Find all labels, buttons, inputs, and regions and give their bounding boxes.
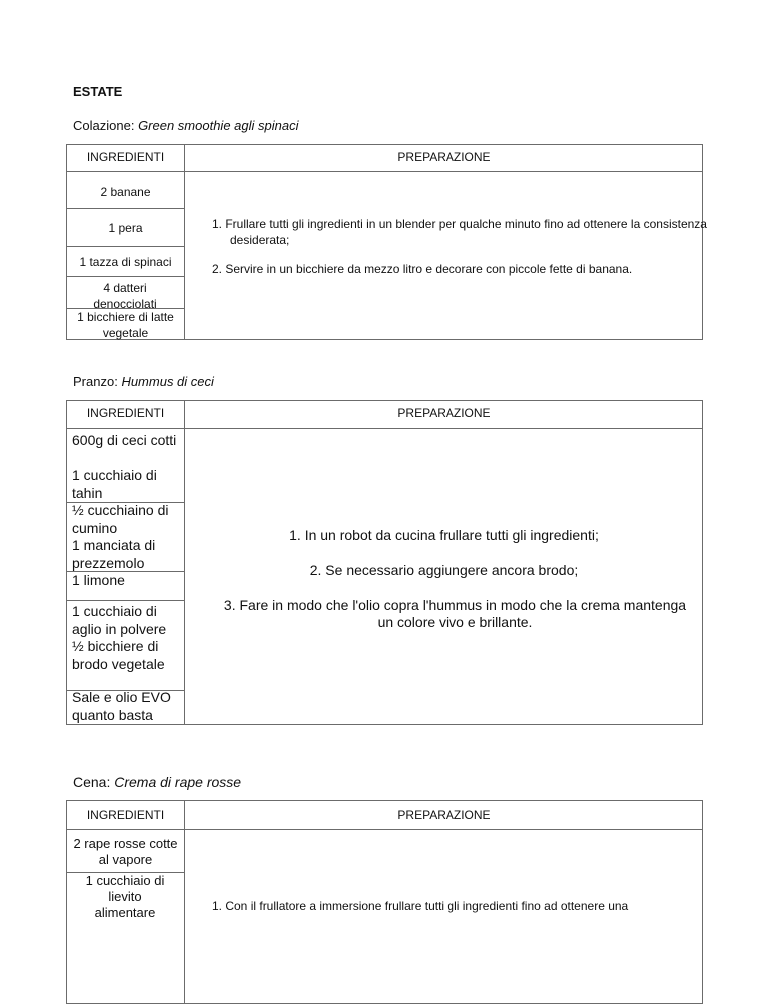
preparation-step: 1. In un robot da cucina frullare tutti gli ingredienti; [289,527,599,543]
ingredient-item: 1 cucchiaio di aglio in polvere [72,603,167,637]
ingredient-item: 1 cucchiaio di lievito alimentare [85,873,165,920]
ingredient-item: ½ cucchiaino di cumino [72,502,169,536]
dish-name: Green smoothie agli spinaci [138,118,299,133]
preparation-header: PREPARAZIONE [397,406,491,420]
ingredients-header: INGREDIENTI [86,150,165,164]
dish-name: Hummus di ceci [121,374,214,389]
ingredient-item: 1 manciata di prezzemolo [72,537,156,571]
meal-label: Pranzo: [73,374,118,389]
preparation-step: 3. Fare in modo che l'olio copra l'hummus in modo che la crema mantenga un colore vivo e brillante. [223,597,687,630]
ingredient-item: 1 bicchiere di latte vegetale [77,310,174,340]
ingredient-item: 1 pera [108,221,143,235]
preparation-step: 1. Frullare tutti gli ingredienti in un blender per qualche minuto fino ad ottenere la consistenza desiderata; [212,217,707,247]
ingredient-item: 2 rape rosse cotte al vapore [73,836,178,867]
meal-title-dinner [73,774,241,790]
preparation-header: PREPARAZIONE [397,150,491,164]
ingredients-header: INGREDIENTI [86,406,165,420]
ingredient-item: 1 tazza di spinaci [79,255,172,269]
dish-name: Crema di rape rosse [114,774,242,790]
ingredient-item: 1 cucchiaio di tahin [72,467,157,501]
ingredient-item: 4 datteri denocciolati [93,281,157,311]
meal-title-lunch [73,374,214,389]
preparation-step: 2. Se necessario aggiungere ancora brodo; [309,562,579,578]
preparation-step: 2. Servire in un bicchiere da mezzo litro e decorare con piccole fette di banana. [212,262,633,276]
ingredient-item: ½ bicchiere di brodo vegetale [72,638,165,672]
preparation-header: PREPARAZIONE [397,808,491,822]
ingredient-item: 600g di ceci cotti [72,432,177,448]
season-title: ESTATE [73,84,123,99]
ingredient-item: 1 limone [72,572,125,588]
ingredient-item: Sale e olio EVO quanto basta [72,689,171,723]
ingredient-item: 2 banane [100,185,151,199]
preparation-step: 1. Con il frullatore a immersione frullare tutti gli ingredienti fino ad ottenere una [212,899,629,913]
meal-label: Cena: [73,774,111,790]
ingredients-header: INGREDIENTI [86,808,165,822]
meal-title-breakfast [73,118,298,133]
meal-label: Colazione: [73,118,135,133]
